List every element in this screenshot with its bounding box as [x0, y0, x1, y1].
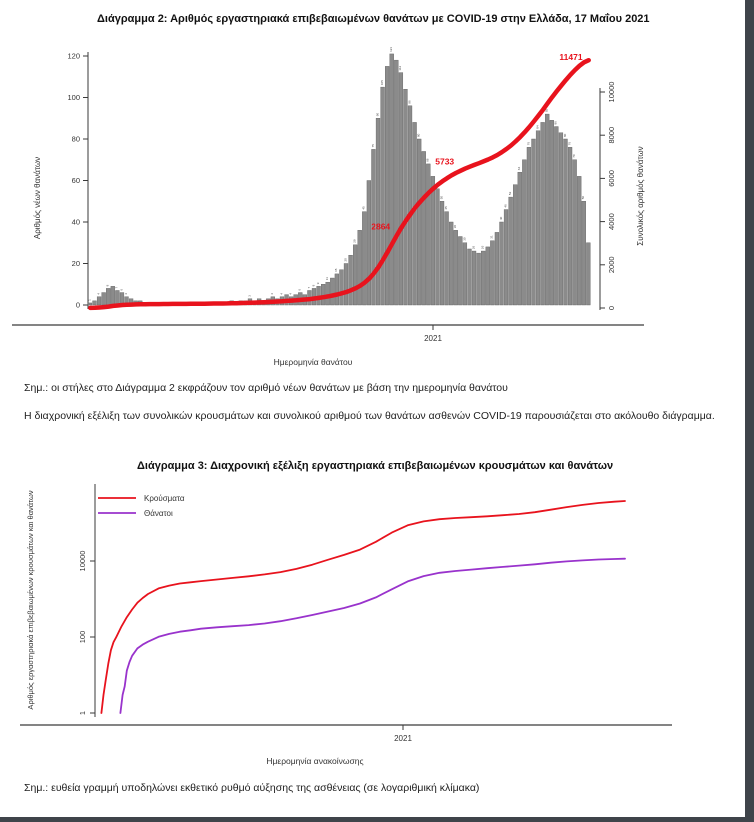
- svg-text:15: 15: [334, 268, 339, 272]
- svg-text:50: 50: [581, 195, 586, 200]
- svg-text:8: 8: [105, 284, 110, 287]
- svg-text:20: 20: [71, 259, 80, 268]
- chart2-title: Διάγραμμα 2: Αριθμός εργαστηριακά επιβεβαιωμένων θανάτων με COVID-19 στην Ελλάδα, 17 Μαΐου 2021: [97, 13, 650, 25]
- svg-text:20: 20: [343, 258, 348, 262]
- svg-text:6000: 6000: [607, 170, 616, 187]
- svg-text:9: 9: [315, 282, 320, 285]
- svg-text:56: 56: [434, 183, 439, 187]
- svg-text:10000: 10000: [78, 550, 87, 572]
- svg-text:31: 31: [489, 235, 494, 239]
- svg-text:6: 6: [297, 288, 302, 291]
- svg-text:Αριθμός νέων θανάτων: Αριθμός νέων θανάτων: [33, 156, 42, 240]
- page-right-border: [745, 0, 754, 822]
- svg-text:4000: 4000: [607, 213, 616, 230]
- svg-text:0: 0: [75, 300, 80, 310]
- svg-text:96: 96: [407, 100, 412, 104]
- svg-text:86: 86: [553, 121, 558, 125]
- svg-text:7: 7: [306, 286, 311, 289]
- chart3-series: [101, 501, 625, 713]
- chart2-x-axis: [12, 325, 644, 367]
- svg-text:84: 84: [535, 125, 540, 129]
- svg-text:100: 100: [67, 93, 80, 102]
- svg-text:120: 120: [67, 51, 80, 61]
- svg-text:45: 45: [444, 206, 448, 210]
- chart2-right-axis: [600, 82, 645, 311]
- series-line-Κρούσματα: [101, 501, 625, 713]
- svg-text:Συνολικός αριθμός θανάτων: Συνολικός αριθμός θανάτων: [636, 146, 645, 246]
- svg-text:50: 50: [439, 195, 444, 200]
- svg-text:11: 11: [325, 277, 330, 281]
- svg-text:1: 1: [87, 299, 92, 301]
- intro-paragraph: Η διαχρονική εξέλιξη των συνολικών κρουσμάτων και συνολικού αριθμού των θανάτων ασθενών COVID-19 παρουσιάζεται στο ακόλουθο διάγραμμα.: [24, 410, 715, 422]
- svg-text:2021: 2021: [424, 334, 442, 343]
- svg-text:29: 29: [352, 239, 357, 243]
- svg-text:Ημερομηνία θανάτου: Ημερομηνία θανάτου: [273, 357, 353, 367]
- svg-text:1: 1: [78, 710, 87, 716]
- svg-text:70: 70: [572, 154, 576, 158]
- svg-text:4: 4: [279, 293, 284, 295]
- chart2-note: Σημ.: οι στήλες στο Διάγραμμα 2 εκφράζουν τον αριθμό νέων θανάτων με βάση την ημερομηνία θανάτου: [24, 382, 508, 394]
- svg-text:68: 68: [425, 158, 430, 162]
- svg-text:3: 3: [247, 295, 252, 297]
- svg-text:105: 105: [379, 80, 384, 86]
- svg-text:4: 4: [123, 293, 128, 295]
- svg-text:92: 92: [544, 108, 549, 113]
- page-bottom-border: [0, 817, 754, 822]
- svg-text:Ημερομηνία ανακοίνωσης: Ημερομηνία ανακοίνωσης: [266, 756, 364, 766]
- svg-text:80: 80: [562, 133, 567, 137]
- svg-text:60: 60: [71, 176, 80, 185]
- svg-text:4: 4: [270, 293, 275, 295]
- svg-text:76: 76: [526, 141, 531, 146]
- svg-text:Θάνατοι: Θάνατοι: [144, 509, 173, 518]
- svg-text:Αριθμός εργαστηριακά επιβεβαιω: Αριθμός εργαστηριακά επιβεβαιωμένων κρουσμάτων και θανάτων: [26, 490, 35, 710]
- svg-text:46: 46: [503, 204, 508, 208]
- chart3-title: Διάγραμμα 3: Διαχρονική εξέλιξη εργαστηριακά επιβεβαιωμένων κρουσμάτων και θανάτων: [137, 460, 614, 472]
- svg-text:6: 6: [119, 288, 124, 291]
- svg-text:2021: 2021: [394, 734, 412, 743]
- chart2-left-axis: [33, 52, 88, 310]
- svg-text:52: 52: [508, 191, 512, 196]
- svg-text:10000: 10000: [607, 81, 616, 103]
- svg-text:121: 121: [389, 46, 394, 52]
- chart2-deaths-combo-chart: [10, 28, 682, 376]
- chart3-cumulative-log-chart: [10, 470, 710, 772]
- svg-text:100: 100: [78, 630, 87, 644]
- svg-text:80: 80: [71, 134, 80, 144]
- svg-text:4: 4: [96, 293, 101, 295]
- svg-text:Κρούσματα: Κρούσματα: [144, 494, 185, 503]
- chart3-x-axis: [20, 725, 672, 766]
- svg-text:45: 45: [361, 206, 366, 210]
- chart3-note: Σημ.: ευθεία γραμμή υποδηλώνει εκθετικό ρυθμό αύξησης της ασθένειας (σε λογαριθμική κλίμακα): [24, 782, 480, 794]
- svg-text:80: 80: [416, 133, 421, 137]
- svg-text:36: 36: [453, 224, 458, 229]
- svg-text:75: 75: [370, 144, 375, 148]
- svg-text:8000: 8000: [607, 126, 616, 144]
- svg-text:2864: 2864: [371, 221, 391, 232]
- svg-text:64: 64: [517, 166, 522, 171]
- svg-text:2000: 2000: [607, 256, 616, 274]
- svg-text:40: 40: [71, 217, 80, 227]
- svg-text:4: 4: [288, 293, 293, 295]
- svg-text:76: 76: [567, 141, 572, 146]
- svg-text:40: 40: [498, 216, 503, 220]
- chart3-y-axis: [26, 484, 95, 717]
- chart3-legend: [98, 494, 185, 518]
- svg-text:11471: 11471: [559, 52, 583, 62]
- svg-text:112: 112: [398, 65, 403, 71]
- svg-text:8: 8: [311, 284, 316, 287]
- svg-text:26: 26: [471, 245, 476, 250]
- svg-text:26: 26: [480, 245, 485, 250]
- chart2-daily-deaths-bars: [87, 47, 590, 305]
- svg-text:30: 30: [462, 237, 467, 241]
- svg-text:5733: 5733: [435, 156, 455, 167]
- svg-text:0: 0: [607, 305, 616, 311]
- svg-text:7: 7: [114, 286, 119, 289]
- svg-text:90: 90: [375, 112, 380, 117]
